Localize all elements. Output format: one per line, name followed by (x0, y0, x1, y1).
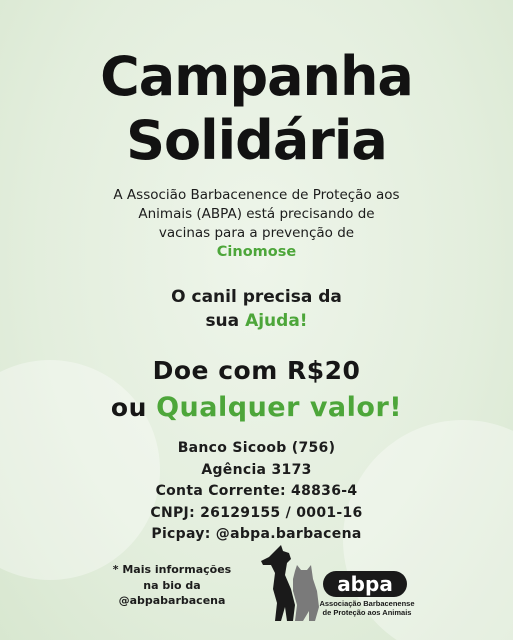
intro-line-2: Animais (ABPA) está precisando de (138, 206, 375, 222)
donate-line-2-highlight: Qualquer valor! (156, 392, 403, 423)
note-line-1: * Mais informações (112, 563, 232, 576)
intro-highlight: Cinomose (216, 244, 297, 260)
intro-text (60, 186, 453, 262)
intro-line-1: A Associão Barbacenence de Proteção aos (113, 187, 400, 203)
abpa-logo (255, 545, 425, 625)
donate-line-1: Doe com R$20 (152, 356, 361, 385)
need-line-1: O canil precisa da (171, 287, 342, 307)
more-info-note (102, 562, 242, 609)
title-line-1: Campanha (100, 45, 413, 108)
need-line-2-prefix: sua (205, 311, 240, 331)
donate-callout (0, 352, 513, 426)
need-line-2-highlight: Ajuda! (245, 311, 308, 331)
donate-line-2 (0, 389, 513, 426)
need-line-2 (0, 309, 513, 333)
bank-agency: Agência 3173 (201, 461, 312, 478)
logo-abbr: abpa (337, 572, 393, 596)
note-line-3: @abpabarbacena (118, 594, 226, 607)
note-line-2: na bio da (143, 578, 201, 592)
picpay-handle: Picpay: @abpa.barbacena (151, 526, 362, 542)
cat-silhouette-icon (293, 565, 319, 621)
bank-account: Conta Corrente: 48836-4 (155, 483, 358, 499)
bank-details (0, 438, 513, 546)
bank-cnpj: CNPJ: 26129155 / 0001-16 (150, 504, 363, 521)
donate-line-2-prefix: ou (110, 393, 147, 422)
bank-name: Banco Sicoob (756) (177, 440, 336, 456)
logo-subtitle-line-2: de Proteção aos Animais (322, 608, 412, 617)
logo-subtitle-line-1: Associação Barbacenense (319, 599, 415, 608)
intro-line-3: vacinas para a prevenção de (158, 225, 355, 241)
need-help-text (0, 285, 513, 333)
dog-silhouette-icon (261, 545, 295, 621)
title-line-2: Solidária (126, 109, 387, 172)
